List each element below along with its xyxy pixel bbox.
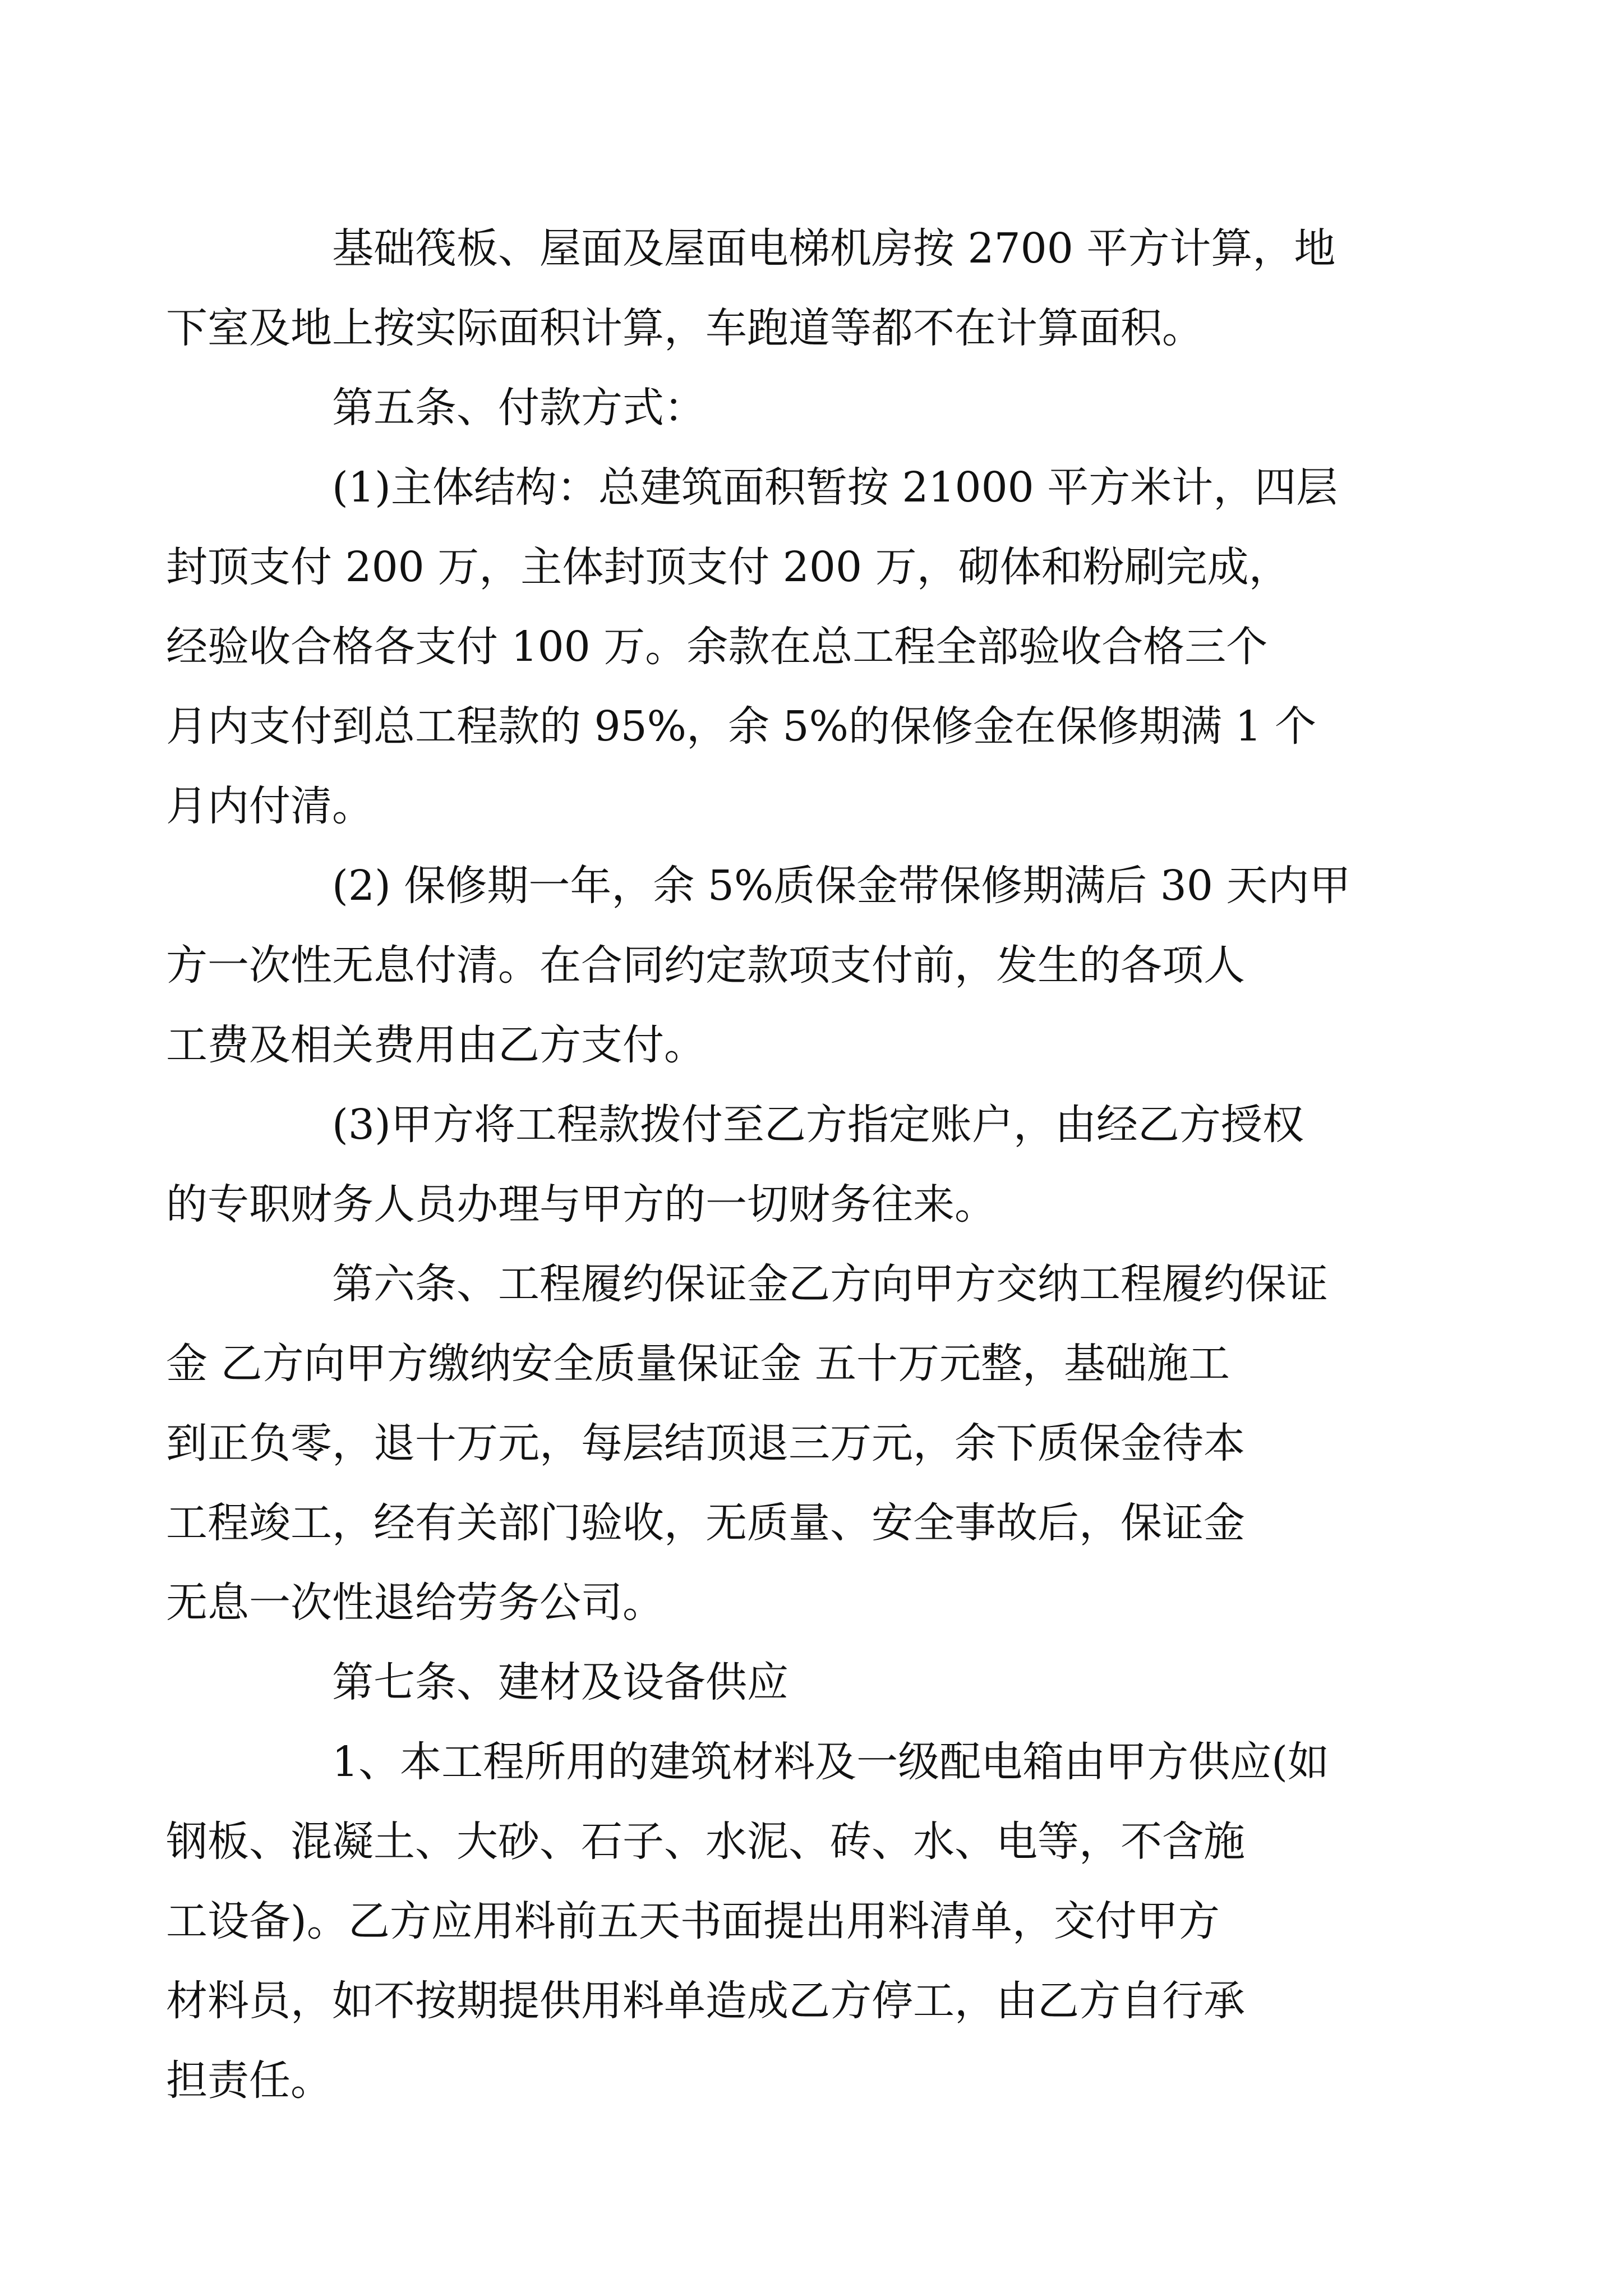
text-line: (3)甲方将工程款拨付至乙方指定账户，由经乙方授权: [332, 1101, 1304, 1149]
text-line: (2) 保修期一年，余 5%质保金带保修期满后 30 天内甲: [332, 862, 1351, 910]
text-line: 方一次性无息付清。在合同约定款项支付前，发生的各项人: [166, 941, 1245, 990]
text-line: 工设备)。乙方应用料前五天书面提出用料清单，交付甲方: [166, 1897, 1220, 1945]
text-line: 到正负零，退十万元，每层结顶退三万元，余下质保金待本: [166, 1419, 1245, 1467]
text-line: 工程竣工，经有关部门验收，无质量、安全事故后，保证金: [166, 1499, 1245, 1547]
text-line: 工费及相关费用由乙方支付。: [166, 1021, 706, 1069]
paragraph-foundation-area: [166, 209, 1382, 368]
paragraph-payment-2: [166, 846, 1382, 1085]
text-line: 担责任。: [166, 2056, 332, 2105]
text-line: 基础筏板、屋面及屋面电梯机房按 2700 平方计算，地: [332, 224, 1336, 273]
paragraph-payment-1: [166, 448, 1382, 846]
text-line: 下室及地上按实际面积计算，车跑道等都不在计算面积。: [166, 304, 1204, 352]
text-line: 经验收合格各支付 100 万。余款在总工程全部验收合格三个: [166, 623, 1268, 671]
text-line: 第七条、建材及设备供应: [332, 1658, 789, 1706]
heading-article-5: [249, 368, 1382, 448]
text-line: (1)主体结构：总建筑面积暂按 21000 平方米计，四层: [332, 463, 1338, 512]
text-line: 封顶支付 200 万，主体封顶支付 200 万，砌体和粉刷完成，: [166, 543, 1290, 591]
paragraph-materials-1: [166, 1722, 1382, 2120]
paragraph-payment-3: [166, 1085, 1382, 1244]
paragraph-article-6: [166, 1244, 1382, 1642]
text-line: 月内付清。: [166, 782, 374, 830]
document-body: [166, 209, 1382, 2120]
text-line: 金 乙方向甲方缴纳安全质量保证金 五十万元整，基础施工: [166, 1340, 1230, 1388]
text-line: 月内支付到总工程款的 95%，余 5%的保修金在保修期满 1 个: [166, 702, 1317, 751]
text-line: 无息一次性退给劳务公司。: [166, 1579, 664, 1627]
text-line: 材料员，如不按期提供用料单造成乙方停工，由乙方自行承: [166, 1977, 1245, 2025]
text-line: 的专职财务人员办理与甲方的一切财务往来。: [166, 1180, 996, 1228]
text-line: 第六条、工程履约保证金乙方向甲方交纳工程履约保证: [332, 1260, 1328, 1308]
heading-article-7: [249, 1642, 1382, 1722]
text-line: 1、本工程所用的建筑材料及一级配电箱由甲方供应(如: [332, 1738, 1329, 1786]
text-line: 钢板、混凝土、大砂、石子、水泥、砖、水、电等，不含施: [166, 1818, 1245, 1866]
text-line: 第五条、付款方式：: [332, 384, 706, 432]
